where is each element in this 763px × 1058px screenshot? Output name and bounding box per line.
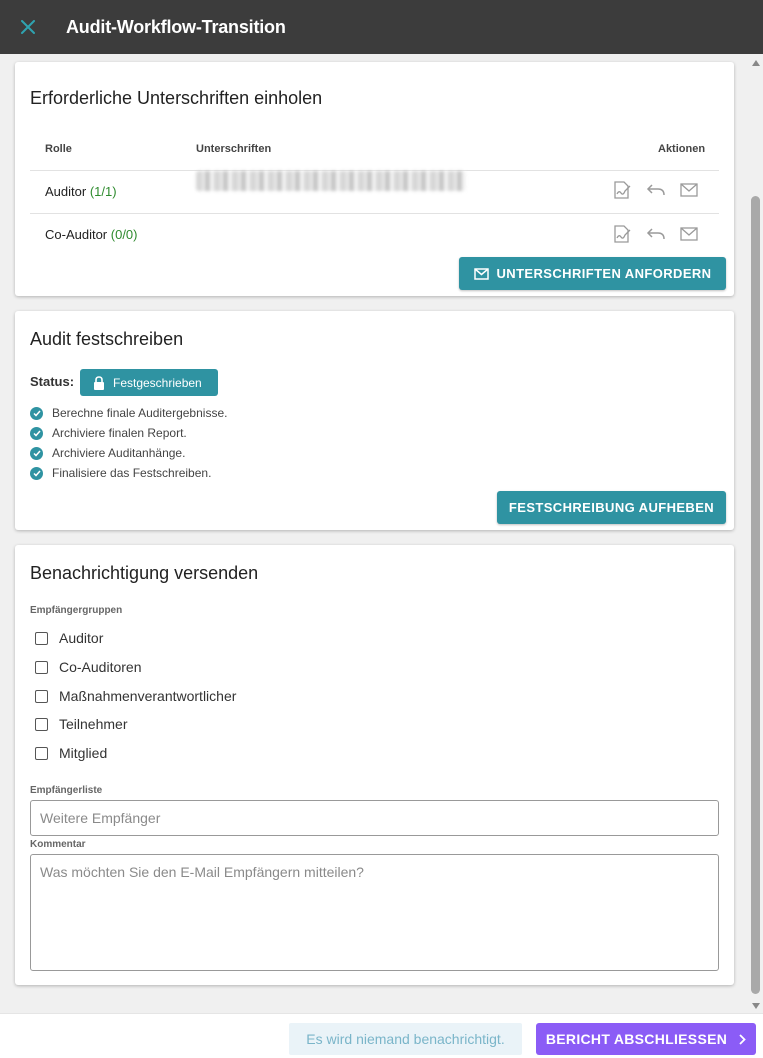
signature-count: (0/0) xyxy=(110,227,138,242)
progress-step xyxy=(30,405,227,421)
table-row-auditor xyxy=(45,184,117,199)
dialog-title: Audit-Workflow-Transition xyxy=(66,16,286,37)
checkbox-label: Auditor xyxy=(59,630,104,646)
signatures-title: Erforderliche Unterschriften einholen xyxy=(30,88,323,108)
checkbox[interactable] xyxy=(35,690,48,703)
chevron-right-icon xyxy=(739,1034,746,1045)
sign-document-icon[interactable] xyxy=(612,224,634,244)
comment-label: Kommentar xyxy=(30,839,86,850)
recipients-input[interactable] xyxy=(30,800,719,836)
step-label: Finalisiere das Festschreiben. xyxy=(52,466,212,480)
scroll-up-icon[interactable] xyxy=(752,60,760,66)
checkbox-co-auditors[interactable] xyxy=(35,658,142,676)
column-header-signatures: Unterschriften xyxy=(196,143,272,155)
finish-report-label: BERICHT ABSCHLIESSEN xyxy=(545,1031,728,1047)
checkbox-participants[interactable] xyxy=(35,715,127,733)
signature-redacted xyxy=(196,171,466,191)
progress-step xyxy=(30,465,211,481)
check-circle-icon xyxy=(30,427,43,440)
mail-icon xyxy=(474,268,489,280)
role-name: Co-Auditor xyxy=(45,227,108,242)
checkbox-measure-owner[interactable] xyxy=(35,687,236,705)
checkbox-label: Co-Auditoren xyxy=(59,659,142,675)
checkbox[interactable] xyxy=(35,747,48,760)
checkbox[interactable] xyxy=(35,661,48,674)
step-label: Berechne finale Auditergebnisse. xyxy=(52,406,228,420)
check-circle-icon xyxy=(30,447,43,460)
status-badge xyxy=(80,369,218,396)
notification-notice: Es wird niemand benachrichtigt. xyxy=(289,1023,522,1055)
dialog-header xyxy=(0,0,763,54)
step-label: Archiviere Auditanhänge. xyxy=(52,446,186,460)
checkbox-label: Maßnahmenverantwortlicher xyxy=(59,688,237,704)
scroll-down-icon[interactable] xyxy=(752,1003,760,1009)
check-circle-icon xyxy=(30,407,43,420)
mail-icon[interactable] xyxy=(678,180,700,200)
recipient-list-label: Empfängerliste xyxy=(30,785,103,796)
signature-count: (1/1) xyxy=(89,184,117,199)
dialog-footer xyxy=(0,1013,763,1058)
dialog-content xyxy=(0,54,750,1012)
scrollbar-thumb[interactable] xyxy=(751,196,760,994)
request-signatures-button[interactable] xyxy=(459,257,726,290)
notification-title: Benachrichtigung versenden xyxy=(30,563,259,583)
table-divider xyxy=(30,213,719,214)
status-value: Festgeschrieben xyxy=(113,375,202,390)
role-name: Auditor xyxy=(45,184,87,199)
signatures-card xyxy=(15,62,734,296)
lock-audit-card xyxy=(15,311,734,530)
lock-icon xyxy=(93,376,105,390)
progress-step xyxy=(30,445,185,461)
lock-audit-title: Audit festschreiben xyxy=(30,329,184,349)
recipient-groups-label: Empfängergruppen xyxy=(30,605,123,616)
check-circle-icon xyxy=(30,467,43,480)
step-label: Archiviere finalen Report. xyxy=(52,426,187,440)
status-label: Status: xyxy=(30,374,75,389)
checkbox-label: Mitglied xyxy=(59,745,108,761)
checkbox-member[interactable] xyxy=(35,744,107,762)
comment-textarea[interactable] xyxy=(30,854,719,971)
table-row-co-auditor xyxy=(45,227,138,242)
progress-step xyxy=(30,425,187,441)
undo-icon[interactable] xyxy=(645,224,667,244)
checkbox[interactable] xyxy=(35,718,48,731)
checkbox-label: Teilnehmer xyxy=(59,716,128,732)
finish-report-button[interactable] xyxy=(536,1023,756,1055)
notification-card xyxy=(15,545,734,985)
mail-icon[interactable] xyxy=(678,224,700,244)
undo-icon[interactable] xyxy=(645,180,667,200)
sign-document-icon[interactable] xyxy=(612,180,634,200)
column-header-role: Rolle xyxy=(45,143,72,155)
request-signatures-label: UNTERSCHRIFTEN ANFORDERN xyxy=(496,266,712,281)
checkbox-auditor[interactable] xyxy=(35,629,103,647)
checkbox[interactable] xyxy=(35,632,48,645)
close-icon[interactable] xyxy=(15,14,41,40)
column-header-actions: Aktionen xyxy=(658,143,706,155)
unlock-audit-button[interactable]: FESTSCHREIBUNG AUFHEBEN xyxy=(497,491,726,524)
